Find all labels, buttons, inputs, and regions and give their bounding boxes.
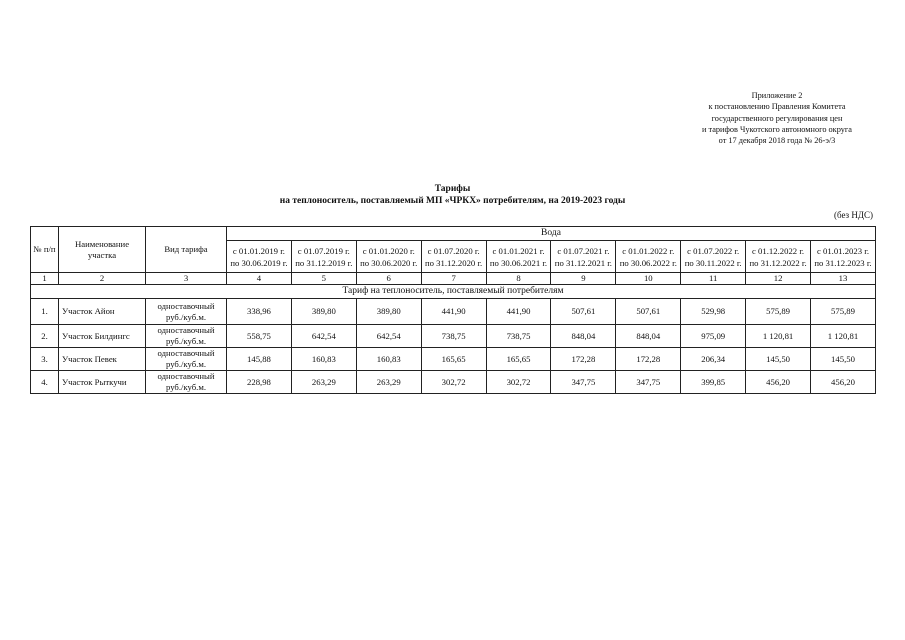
tariff-unit: руб./куб.м.	[165, 336, 207, 346]
table-row	[31, 371, 876, 394]
tariff-value: 975,09	[681, 325, 746, 348]
period-from: с 01.01.2021 г.	[492, 245, 545, 256]
header-row	[31, 227, 876, 241]
tariff-value: 206,34	[681, 348, 746, 371]
tariff-value: 441,90	[486, 299, 551, 325]
tariff-value: 347,75	[551, 371, 616, 394]
period-to: по 31.12.2022 г.	[749, 257, 807, 268]
period-to: по 31.12.2021 г.	[554, 257, 612, 268]
period-to: по 30.06.2019 г.	[230, 257, 288, 268]
column-number: 2	[59, 273, 146, 285]
period-header	[227, 241, 292, 273]
tariff-value: 642,54	[291, 325, 356, 348]
tariff-value: 145,50	[746, 348, 811, 371]
period-from: с 01.01.2022 г.	[622, 245, 675, 256]
tariff-type: одноставочный	[157, 325, 215, 335]
tariff-value: 347,75	[616, 371, 681, 394]
tariff-value: 165,65	[421, 348, 486, 371]
period-from: с 01.07.2021 г.	[557, 245, 610, 256]
period-from: с 01.01.2019 г.	[232, 245, 285, 256]
tariff-value: 172,28	[551, 348, 616, 371]
appendix-line: государственного регулирования цен	[711, 113, 843, 123]
tariff-value: 165,65	[486, 348, 551, 371]
tariff-value: 456,20	[746, 371, 811, 394]
period-from: с 01.07.2020 г.	[427, 245, 480, 256]
column-number: 12	[746, 273, 811, 285]
period-from: с 01.07.2022 г.	[687, 245, 740, 256]
tariff-type-cell	[146, 371, 227, 394]
header-site-name-cell	[59, 227, 146, 273]
column-number: 9	[551, 273, 616, 285]
site-name: Участок Айон	[59, 299, 146, 325]
appendix-block	[677, 90, 877, 146]
table-row	[31, 299, 876, 325]
table-row	[31, 325, 876, 348]
period-to: по 31.12.2020 г.	[425, 257, 483, 268]
tariff-value: 738,75	[421, 325, 486, 348]
period-to: по 31.12.2019 г.	[295, 257, 353, 268]
period-to: по 30.06.2021 г.	[489, 257, 548, 268]
tariff-value: 575,89	[746, 299, 811, 325]
title-line-2: на теплоноситель, поставляемый МП «ЧРКХ» потребителям, на 2019-2023 годы	[279, 196, 626, 206]
tariff-type: одноставочный	[157, 371, 215, 381]
appendix-line: Приложение 2	[751, 91, 803, 100]
tariff-value: 507,61	[616, 299, 681, 325]
site-name: Участок Билдингс	[59, 325, 146, 348]
period-header	[616, 241, 681, 273]
row-number: 3.	[31, 348, 59, 371]
column-number: 1	[31, 273, 59, 285]
period-to: по 31.12.2023 г.	[814, 257, 872, 268]
tariff-value: 228,98	[227, 371, 292, 394]
tariff-type-cell	[146, 348, 227, 371]
period-header	[356, 241, 421, 273]
document-title	[30, 183, 875, 207]
row-number: 1.	[31, 299, 59, 325]
column-number-row	[31, 273, 876, 285]
tariff-value: 642,54	[356, 325, 421, 348]
tariff-value: 848,04	[616, 325, 681, 348]
column-number: 11	[681, 273, 746, 285]
header-site-name: Наименование участка	[74, 238, 130, 260]
section-title: Тариф на теплоноситель, поставляемый потребителям	[31, 285, 876, 299]
column-number: 8	[486, 273, 551, 285]
tariff-value: 160,83	[356, 348, 421, 371]
column-number: 5	[291, 273, 356, 285]
period-header	[486, 241, 551, 273]
tariff-type-cell	[146, 325, 227, 348]
period-header	[421, 241, 486, 273]
tariff-value: 456,20	[811, 371, 876, 394]
period-header	[681, 241, 746, 273]
tariff-value: 263,29	[291, 371, 356, 394]
period-header	[811, 241, 876, 273]
tariff-unit: руб./куб.м.	[165, 311, 207, 322]
period-to: по 30.06.2022 г.	[619, 257, 677, 268]
tariff-value: 302,72	[486, 371, 551, 394]
tariff-value: 145,50	[811, 348, 876, 371]
tariff-value: 848,04	[551, 325, 616, 348]
tariff-value: 507,61	[551, 299, 616, 325]
header-number: № п/п	[31, 227, 59, 273]
period-to: по 30.06.2020 г.	[360, 257, 418, 268]
tariff-value: 172,28	[616, 348, 681, 371]
table-row	[31, 348, 876, 371]
column-number: 3	[146, 273, 227, 285]
appendix-line: и тарифов Чукотского автономного округа	[701, 124, 852, 134]
section-row	[31, 285, 876, 299]
tariff-value: 389,80	[291, 299, 356, 325]
header-tariff-type: Вид тарифа	[146, 227, 227, 273]
tariff-value: 738,75	[486, 325, 551, 348]
tariff-value: 263,29	[356, 371, 421, 394]
vat-note: (без НДС)	[833, 210, 873, 220]
period-header	[551, 241, 616, 273]
appendix-line: от 17 декабря 2018 года № 26-э/3	[718, 136, 836, 146]
site-name: Участок Рыткучи	[59, 371, 146, 394]
tariff-unit: руб./куб.м.	[165, 359, 207, 369]
header-water-group: Вода	[227, 227, 876, 241]
period-from: с 01.07.2019 г.	[297, 245, 350, 256]
tariff-value: 399,85	[681, 371, 746, 394]
tariff-value: 160,83	[291, 348, 356, 371]
row-number: 2.	[31, 325, 59, 348]
tariff-value: 529,98	[681, 299, 746, 325]
period-header	[291, 241, 356, 273]
site-name: Участок Певек	[59, 348, 146, 371]
tariff-value: 389,80	[356, 299, 421, 325]
period-from: с 01.01.2023 г.	[816, 245, 870, 256]
period-from: с 01.01.2020 г.	[362, 245, 415, 256]
row-number: 4.	[31, 371, 59, 394]
tariff-table	[30, 226, 876, 394]
tariff-value: 338,96	[227, 299, 292, 325]
column-number: 10	[616, 273, 681, 285]
period-to: по 30.11.2022 г.	[684, 257, 742, 268]
tariff-value: 302,72	[421, 371, 486, 394]
tariff-unit: руб./куб.м.	[165, 382, 207, 392]
column-number: 7	[421, 273, 486, 285]
tariff-value: 1 120,81	[746, 325, 811, 348]
title-line-1: Тарифы	[434, 184, 471, 194]
tariff-type-cell	[146, 299, 227, 325]
period-header	[746, 241, 811, 273]
tariff-value: 441,90	[421, 299, 486, 325]
tariff-value: 558,75	[227, 325, 292, 348]
period-from: с 01.12.2022 г.	[752, 245, 805, 256]
column-number: 13	[811, 273, 876, 285]
tariff-type: одноставочный	[157, 300, 215, 311]
tariff-value: 1 120,81	[811, 325, 876, 348]
appendix-line: к постановлению Правления Комитета	[708, 102, 846, 112]
tariff-type: одноставочный	[157, 348, 215, 358]
tariff-value: 145,88	[227, 348, 292, 371]
tariff-value: 575,89	[811, 299, 876, 325]
column-number: 6	[356, 273, 421, 285]
column-number: 4	[227, 273, 292, 285]
